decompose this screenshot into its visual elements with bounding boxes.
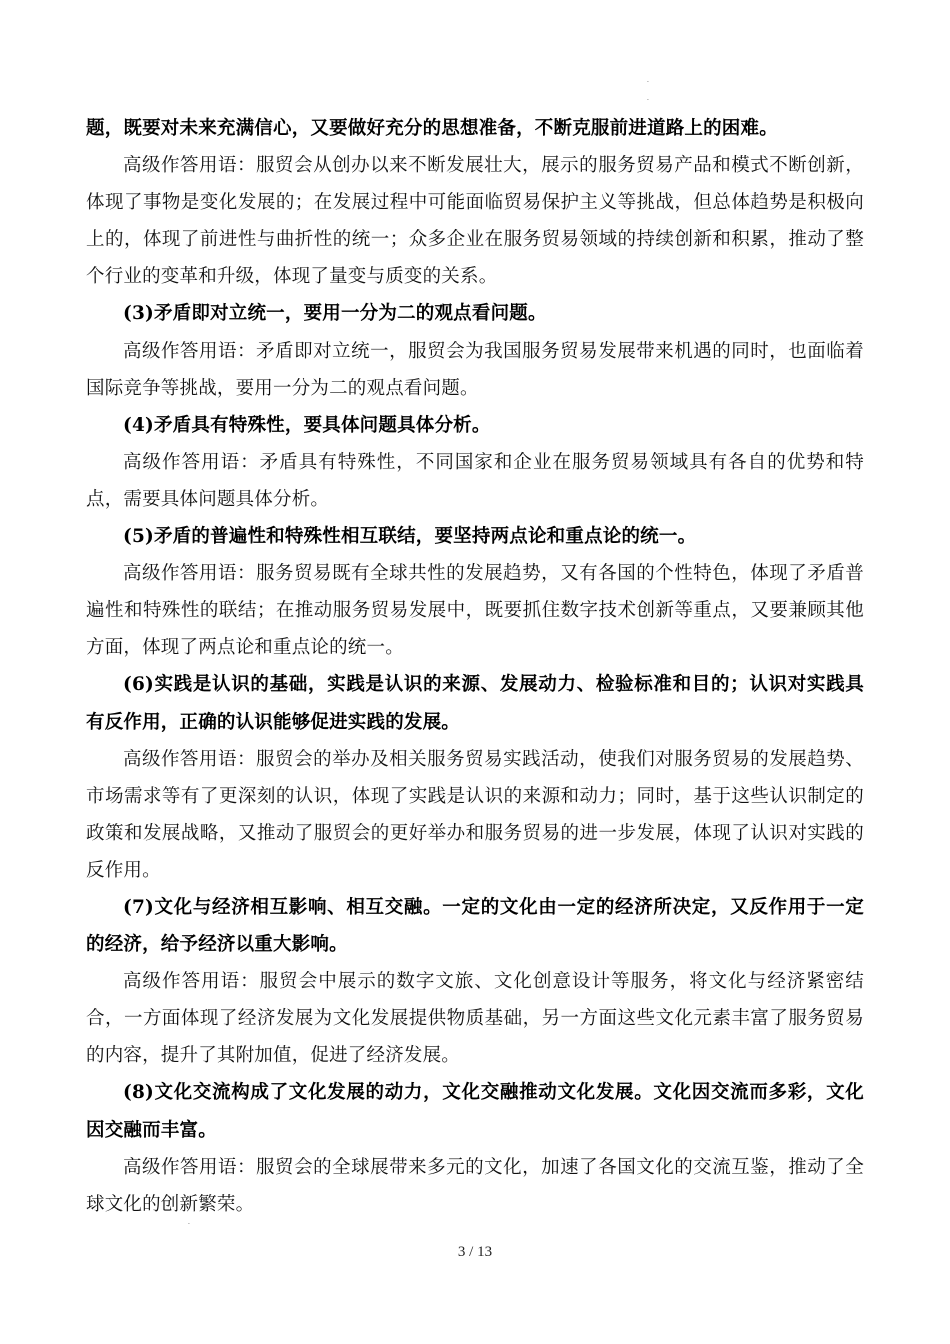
document-body: [86, 110, 864, 1223]
heading-point-6: (6)实践是认识的基础，实践是认识的来源、发展动力、检验标准和目的；认识对实践具有反作用，正确的认识能够促进实践的发展。: [86, 674, 864, 733]
heading-point-5: (5)矛盾的普遍性和特殊性相互联结，要坚持两点论和重点论的统一。: [123, 526, 697, 548]
paragraph-answer-point-4: 高级作答用语：矛盾具有特殊性，不同国家和企业在服务贸易领域具有各自的优势和特点，需要具体问题具体分析。: [86, 451, 864, 510]
paragraph-answer-point-8: 高级作答用语：服贸会的全球展带来多元的文化，加速了各国文化的交流互鉴，推动了全球文化的创新繁荣。: [86, 1156, 864, 1215]
paragraph-answer-point-6: 高级作答用语：服贸会的举办及相关服务贸易实践活动，使我们对服务贸易的发展趋势、市场需求等有了更深刻的认识，体现了实践是认识的来源和动力；同时，基于这些认识制定的政策和发展战略，又推动了服贸会的更好举办和服务贸易的进一步发展，体现了认识对实践的反作用。: [86, 748, 864, 881]
scan-dot-mark: ·: [647, 79, 649, 86]
paragraph-answer-point-3: 高级作答用语：矛盾即对立统一，服贸会为我国服务贸易发展带来机遇的同时，也面临着国际竞争等挑战，要用一分为二的观点看问题。: [86, 340, 864, 399]
paragraph-continuation-bold: 题，既要对未来充满信心，又要做好充分的思想准备，不断克服前进道路上的困难。: [86, 118, 778, 139]
page-number: 3 / 13: [457, 1244, 493, 1260]
heading-point-3: (3)矛盾即对立统一，要用一分为二的观点看问题。: [123, 303, 547, 325]
heading-point-7: (7)文化与经济相互影响、相互交融。一定的文化由一定的经济所决定，又反作用于一定的经济，给予经济以重大影响。: [86, 896, 864, 956]
paragraph-answer-change-development: 高级作答用语：服贸会从创办以来不断发展壮大，展示的服务贸易产品和模式不断创新，体现了事物是变化发展的；在发展过程中可能面临贸易保护主义等挑战，但总体趋势是积极向上的，体现了前进性与曲折性的统一；众多企业在服务贸易领域的持续创新和积累，推动了整个行业的变革和升级，体现了量变与质变的关系。: [86, 155, 864, 288]
scan-dot-mark: ·: [188, 1221, 190, 1228]
scan-dot-mark: ·: [647, 97, 649, 104]
heading-point-8: (8)文化交流构成了文化发展的动力，文化交融推动文化发展。文化因交流而多彩，文化因交融而丰富。: [86, 1082, 864, 1141]
paragraph-answer-point-5: 高级作答用语：服务贸易既有全球共性的发展趋势，又有各国的个性特色，体现了矛盾普遍性和特殊性的联结；在推动服务贸易发展中，既要抓住数字技术创新等重点，又要兼顾其他方面，体现了两点论和重点论的统一。: [86, 563, 864, 659]
heading-point-4: (4)矛盾具有特殊性，要具体问题具体分析。: [123, 414, 491, 436]
paragraph-answer-point-7: 高级作答用语：服贸会中展示的数字文旅、文化创意设计等服务，将文化与经济紧密结合，一方面体现了经济发展为文化发展提供物质基础，另一方面这些文化元素丰富了服务贸易的内容，提升了其附加值，促进了经济发展。: [86, 971, 864, 1067]
